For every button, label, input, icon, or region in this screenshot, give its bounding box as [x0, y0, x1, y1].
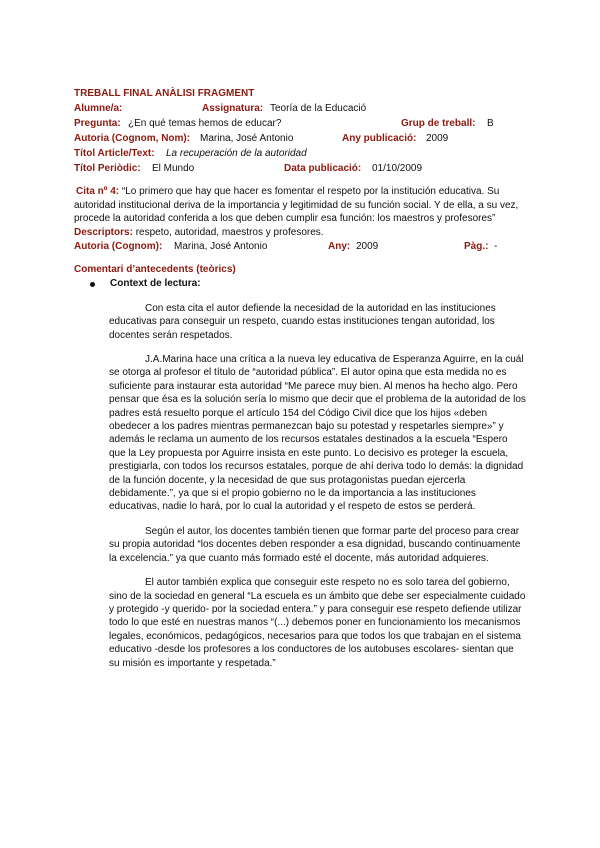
autoria-value: Marina, José Antonio	[200, 133, 294, 144]
periodic-value: El Mundo	[152, 163, 195, 174]
cita-autoria-label: Autoria (Cognom):	[74, 240, 163, 252]
cita-block	[74, 185, 526, 226]
data-publicacio-label: Data publicació:	[284, 163, 362, 174]
cita-any-value: 2009	[356, 240, 379, 252]
document	[74, 87, 526, 670]
titol-label: Títol Article/Text:	[74, 148, 155, 159]
context-bullet	[74, 277, 526, 291]
document-title: TREBALL FINAL ANÀLISI FRAGMENT	[74, 88, 255, 99]
alumne-label: Alumne/a:	[74, 103, 123, 114]
any-publicacio-label: Any publicació:	[342, 133, 417, 144]
descriptors-value: respeto, autoridad, maestros y profesores.	[135, 226, 324, 238]
commentary-title: Comentari d’antecedents (teòrics)	[74, 263, 236, 275]
pregunta-value: ¿En qué temas hemos de educar?	[128, 118, 282, 129]
cita-any-label: Any:	[328, 240, 351, 252]
commentary-paragraph: Con esta cita el autor defiende la necesidad de la autoridad en las instituciones educativas para conseguir un respeto, cuando estas instituciones tengan autoridad, los docentes serán respetados.	[109, 302, 496, 341]
commentary-paragraph: El autor también explica que conseguir este respeto no es solo tarea del gobierno, sino de la sociedad en general “La escuela es un ámbito que debe ser especialmente cuidado y protegido -y querido- por la sociedad entera.” y para conseguir ese respeto defiende utilizar todo lo que esté en nuestras manos “(...) debemos poner en funcionamiento los mecanismos legales, económicos, pedagógicos, necesarios para que todos los que trabajan en el sistema educativo -desde los profesores a los conductores de los autobuses escolares- sientan que su misión es importante y respetada.”	[109, 577, 526, 669]
assignatura-value: Teoría de la Educació	[270, 103, 367, 114]
bullet-dot-icon	[90, 282, 95, 287]
descriptors-label: Descriptors:	[74, 226, 133, 238]
cita-autoria-value: Marina, José Antonio	[174, 240, 268, 252]
context-bullet-label: Context de lectura:	[110, 277, 201, 289]
assignatura-label: Assignatura:	[202, 103, 264, 114]
alumne-row	[74, 102, 526, 117]
titol-row	[74, 147, 526, 162]
grup-value: B	[487, 118, 494, 129]
periodic-label: Títol Periòdic:	[74, 163, 141, 174]
cita-pag-value: -	[494, 240, 498, 252]
cita-pag-label: Pàg.:	[464, 240, 489, 252]
autoria-label: Autoria (Cognom, Nom):	[74, 133, 191, 144]
descriptors-line	[74, 226, 526, 240]
cita-autoria-row	[74, 240, 526, 255]
autoria-row	[74, 132, 526, 147]
cita-label: Cita nº 4:	[76, 186, 120, 197]
titol-value: La recuperación de la autoridad	[166, 148, 307, 159]
data-publicacio-value: 01/10/2009	[372, 163, 423, 174]
grup-label: Grup de treball:	[401, 118, 476, 129]
pregunta-label: Pregunta:	[74, 118, 121, 129]
periodic-row	[74, 162, 526, 177]
commentary-paragraph: Según el autor, los docentes también tienen que formar parte del proceso para crear su propia autoridad “los docentes deben responder a esa dignidad, buscando continuamente la excelencia.” ya que cuanto más formado esté el docente, más autoridad adquieres.	[109, 525, 521, 564]
commentary-paragraph: J.A.Marina hace una crítica a la nueva ley educativa de Esperanza Aguirre, en la cuál se otorga al profesor el título de “autoridad pública”. El autor opina que esta medida no es suficiente para instaurar esta autoridad “Me parece muy bien. Al menos ha hecho algo. Pero pensar que ésa es la solución sería lo mismo que decir que el problema de la autoridad de los padres está resuelto porque el artículo 154 del Código Civil dice que los hijos «deben obedecer a los padres mientras permanezcan bajo su potestad y respetarles siempre»” y además le reclama un aumento de los recursos estatales destinados a la escuela “Espero que la Ley propuesta por Aguirre insista en este punto. Lo decisivo es proteger la escuela, prestigiarla, con todos los recursos estatales, porque de ahí deriva todo lo demás: la dignidad de la función docente, y la necesidad de que sus protagonistas puedan ejercerla debidamente.”, ya que si el propio gobierno no le da importancia a las instituciones educativas, nadie lo hará, por lo cual la autoridad y el respeto de estos se perderá.	[109, 354, 526, 513]
cita-text: “Lo primero que hay que hacer es fomentar el respeto por la institución educativa. Su autoridad institucional deriva de la importancia y legitimidad de su función social. Y de ella, a su vez, procede la autoridad conferida a los que deben cumplir esa función: los maestros y profesores”	[74, 186, 519, 225]
any-publicacio-value: 2009	[426, 133, 449, 144]
pregunta-row	[74, 117, 526, 132]
